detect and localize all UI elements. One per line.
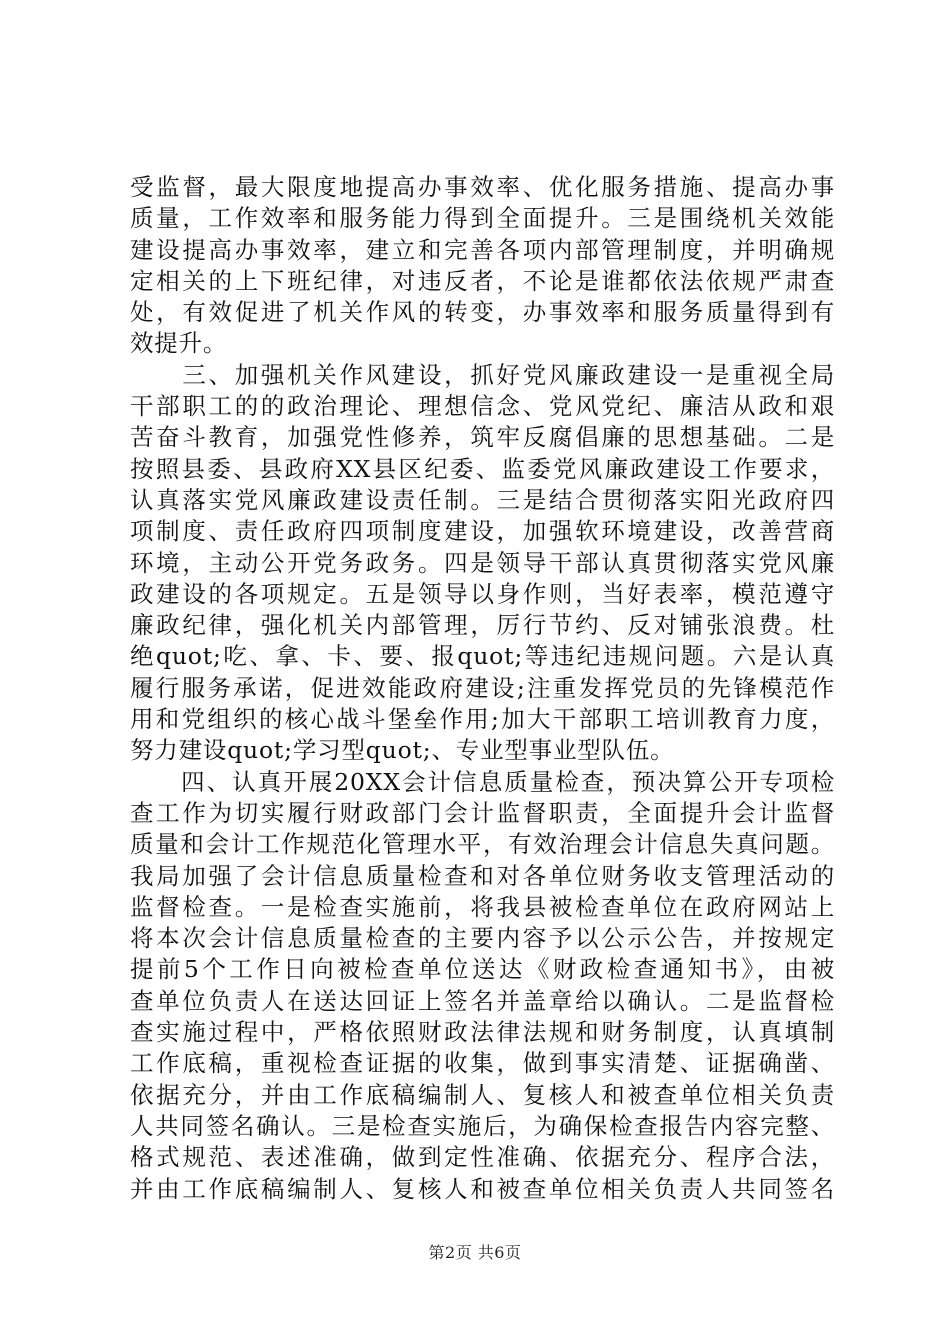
- text-line: 提前5个工作日向被检查单位送达《财政检查通知书》，由被: [130, 955, 835, 984]
- text-line: 质量，工作效率和服务能力得到全面提升。三是围绕机关效能: [130, 204, 835, 233]
- text-line: 环境，主动公开党务政务。四是领导干部认真贯彻落实党风廉: [130, 548, 835, 577]
- text-line: 工作底稿，重视检查证据的收集，做到事实清楚、证据确凿、: [130, 1049, 835, 1078]
- text-line: 努力建设quot;学习型quot;、专业型事业型队伍。: [130, 736, 675, 765]
- text-line: 效提升。: [130, 329, 228, 358]
- text-line: 项制度、责任政府四项制度建设，加强软环境建设，改善营商: [130, 517, 835, 546]
- text-line: 受监督，最大限度地提高办事效率、优化服务措施、提高办事: [130, 173, 835, 201]
- text-line: 建设提高办事效率，建立和完善各项内部管理制度，并明确规: [130, 235, 835, 264]
- text-line: 监督检查。一是检查实施前，将我县被检查单位在政府网站上: [130, 892, 835, 921]
- text-line: 质量和会计工作规范化管理水平，有效治理会计信息失真问题。: [130, 830, 835, 859]
- text-line: 依据充分，并由工作底稿编制人、复核人和被查单位相关负责: [130, 1080, 835, 1109]
- text-line: 将本次会计信息质量检查的主要内容予以公示公告，并按规定: [130, 924, 835, 953]
- document-body: [130, 172, 835, 1205]
- text-line: 廉政纪律，强化机关内部管理，厉行节约、反对铺张浪费。杜: [130, 611, 835, 640]
- text-line: 干部职工的的政治理论、理想信念、党风党纪、廉洁从政和艰: [130, 392, 835, 421]
- page-number-footer: 第2页 共6页: [428, 1243, 522, 1262]
- text-line: 定相关的上下班纪律，对违反者，不论是谁都依法依规严肃查: [130, 266, 835, 295]
- text-line: 查实施过程中，严格依照财政法律法规和财务制度，认真填制: [130, 1018, 835, 1047]
- text-line: 人共同签名确认。三是检查实施后，为确保检查报告内容完整、: [130, 1111, 835, 1140]
- text-line: 苦奋斗教育，加强党性修养，筑牢反腐倡廉的思想基础。二是: [130, 423, 835, 452]
- text-line: 查单位负责人在送达回证上签名并盖章给以确认。二是监督检: [130, 986, 835, 1015]
- text-line: 查工作为切实履行财政部门会计监督职责，全面提升会计监督: [130, 798, 835, 827]
- text-line: 政建设的各项规定。五是领导以身作则，当好表率，模范遵守: [130, 579, 835, 608]
- text-line: 按照县委、县政府XX县区纪委、监委党风廉政建设工作要求，: [130, 454, 835, 483]
- text-line: 认真落实党风廉政建设责任制。三是结合贯彻落实阳光政府四: [130, 485, 835, 514]
- text-line: 绝quot;吃、拿、卡、要、报quot;等违纪违规问题。六是认真: [130, 642, 835, 671]
- text-line: 四、认真开展20XX会计信息质量检查，预决算公开专项检: [130, 767, 835, 796]
- text-line: 我局加强了会计信息质量检查和对各单位财务收支管理活动的: [130, 861, 835, 890]
- text-line: 履行服务承诺，促进效能政府建设;注重发挥党员的先锋模范作: [130, 673, 835, 702]
- text-line: 处，有效促进了机关作风的转变，办事效率和服务质量得到有: [130, 298, 835, 327]
- text-line: 用和党组织的核心战斗堡垒作用;加大干部职工培训教育力度，: [130, 705, 835, 734]
- text-line: 格式规范、表述准确，做到定性准确、依据充分、程序合法，: [130, 1143, 835, 1172]
- text-line: 并由工作底稿编制人、复核人和被查单位相关负责人共同签名: [130, 1174, 835, 1203]
- text-line: 三、加强机关作风建设，抓好党风廉政建设一是重视全局: [130, 360, 835, 389]
